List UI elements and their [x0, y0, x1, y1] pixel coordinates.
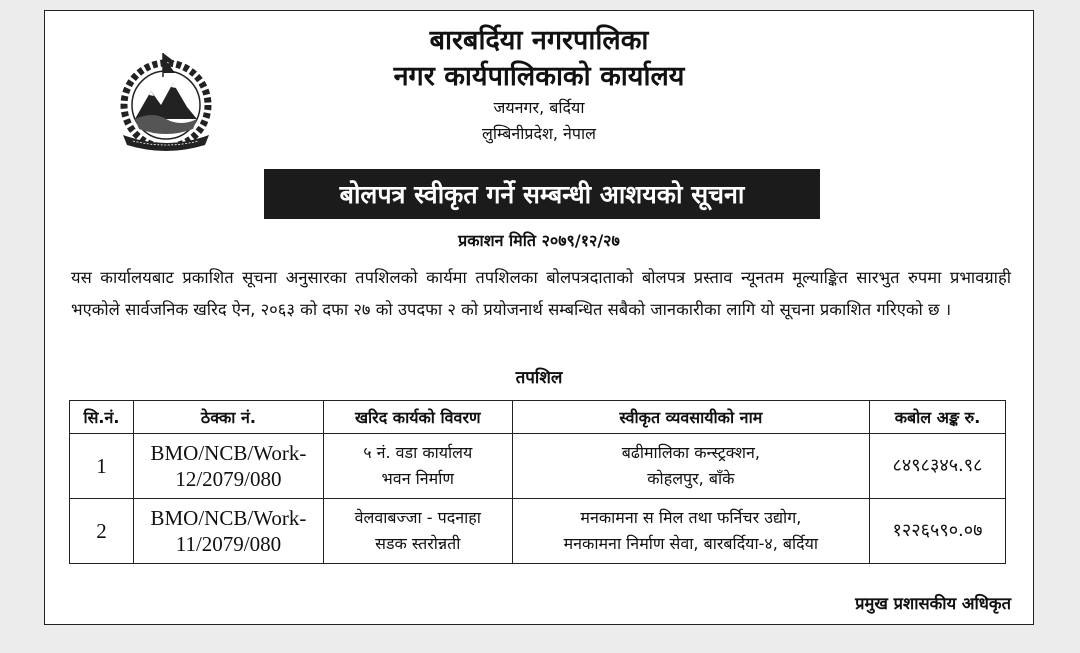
contract-line-2: 11/2079/080	[175, 532, 282, 556]
publish-date: प्रकाशन मिति २०७९/१२/२७	[458, 231, 620, 250]
cell-contract	[133, 499, 323, 564]
description-line-1: ५ नं. वडा कार्यालय	[363, 443, 473, 462]
cell-description	[323, 434, 512, 499]
col-header-vendor: स्वीकृत व्यवसायीको नाम	[512, 401, 869, 434]
notice-body: यस कार्यालयबाट प्रकाशित सूचना अनुसारका तपशिलको कार्यमा तपशिलका बोलपत्रदाताको बोलपत्र प्रस्ताव न्यूनतम मूल्याङ्कित सारभुत रुपमा प्रभावग्राही भएकोले सार्वजनिक खरिद ऐन, २०६३ को दफा २७ को उपदफा २ को प्रयोजनार्थ सम्बन्धित सबैको जानकारीका लागि यो सूचना प्रकाशित गरिएको छ ।	[71, 268, 1011, 319]
cell-description	[323, 499, 512, 564]
col-header-sn: सि.नं.	[70, 401, 134, 434]
description-line-1: वेलवाबज्जा - पदनाहा	[354, 508, 481, 527]
contract-line-1: BMO/NCB/Work-	[150, 506, 307, 530]
notice-title-banner: बोलपत्र स्वीकृत गर्ने सम्बन्धी आशयको सूचना	[264, 169, 820, 219]
cell-contract	[133, 434, 323, 499]
col-header-contract: ठेक्का नं.	[133, 401, 323, 434]
col-header-amount: कबोल अङ्क रु.	[870, 401, 1006, 434]
vendor-line-1: मनकामना स मिल तथा फर्निचर उद्योग,	[580, 508, 802, 527]
cell-vendor	[512, 434, 869, 499]
address-line-1: जयनगर, बर्दिया	[493, 98, 585, 117]
table-row	[70, 499, 1006, 564]
municipality-name: बारबर्दिया नगरपालिका	[429, 25, 649, 56]
contract-line-1: BMO/NCB/Work-	[150, 441, 307, 465]
section-title: तपशिल	[515, 368, 563, 388]
vendor-line-1: बढीमालिका कन्स्ट्रक्शन,	[621, 443, 760, 462]
col-header-description: खरिद कार्यको विवरण	[323, 401, 512, 434]
contract-line-2: 12/2079/080	[175, 467, 282, 491]
table-header-row	[70, 401, 1006, 434]
cell-sn: 2	[70, 499, 134, 564]
office-name: नगर कार्यपालिकाको कार्यालय	[393, 61, 685, 92]
header	[45, 23, 1033, 147]
cell-sn: 1	[70, 434, 134, 499]
description-line-2: सडक स्तरोन्नती	[375, 534, 461, 553]
cell-amount: १२२६५९०.०७	[870, 499, 1006, 564]
cell-vendor	[512, 499, 869, 564]
table-row	[70, 434, 1006, 499]
notice-document	[44, 10, 1034, 625]
signature-title: प्रमुख प्रशासकीय अधिकृत	[855, 594, 1011, 613]
address-line-2: लुम्बिनीप्रदेश, नेपाल	[482, 124, 596, 143]
cell-amount: ८४९८३४५.९८	[870, 434, 1006, 499]
bid-table	[69, 400, 1006, 564]
vendor-line-2: कोहलपुर, बाँके	[647, 469, 735, 488]
vendor-line-2: मनकामना निर्माण सेवा, बारबर्दिया-४, बर्दिया	[563, 534, 819, 553]
description-line-2: भवन निर्माण	[381, 469, 454, 488]
